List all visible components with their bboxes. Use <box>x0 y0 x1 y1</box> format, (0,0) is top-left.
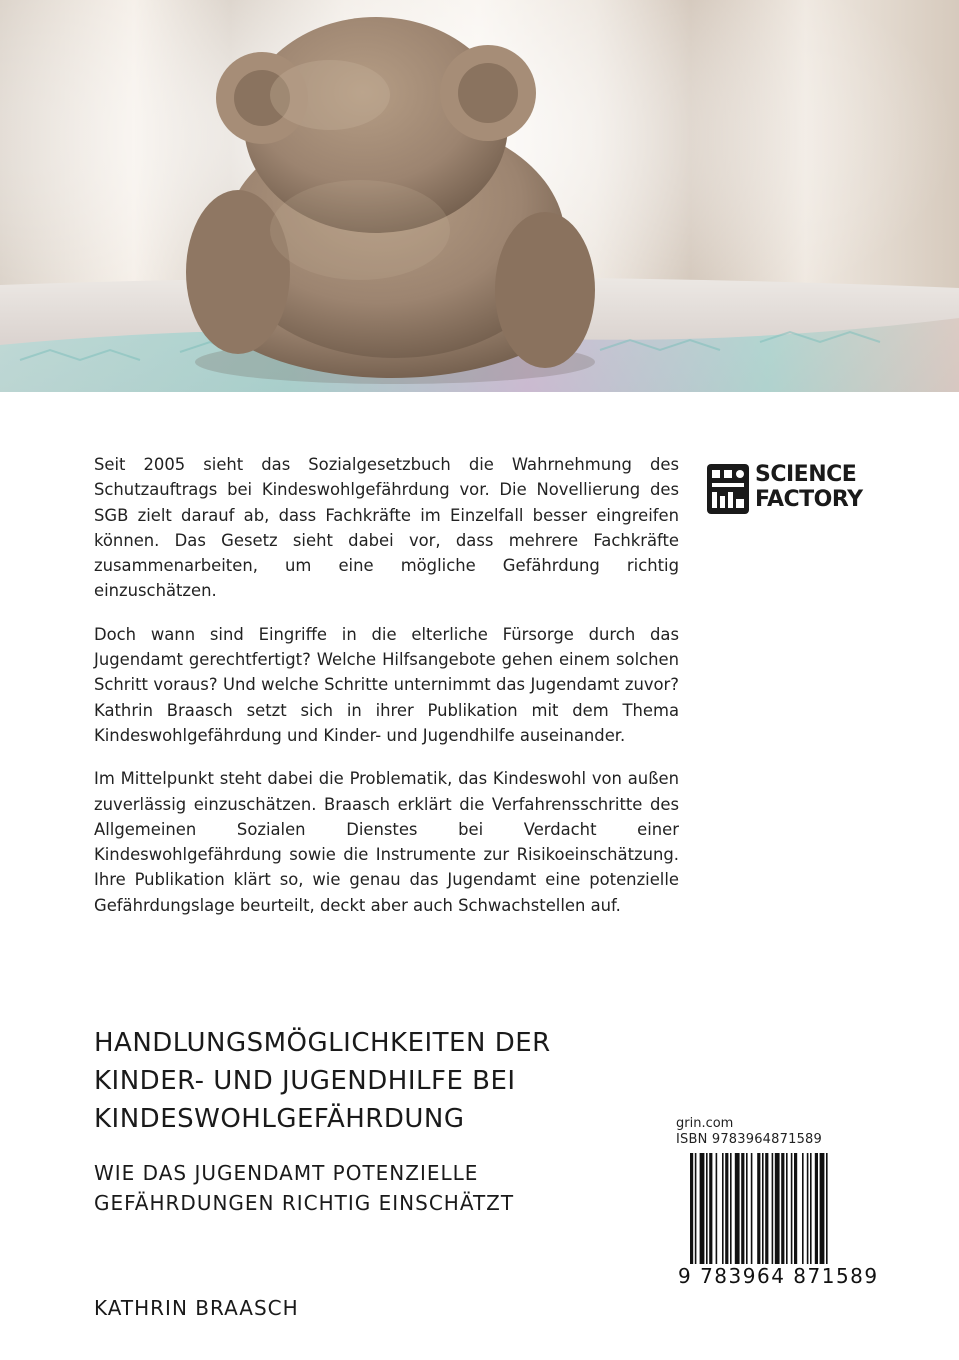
title-line-1: HANDLUNGSMÖGLICHKEITEN DER <box>94 1028 551 1058</box>
cover-photo <box>0 0 959 392</box>
logo-line-1: SCIENCE <box>755 462 857 487</box>
subtitle-line-2: GEFÄHRDUNGEN RICHTIG EINSCHÄTZT <box>94 1191 515 1215</box>
science-factory-logo <box>706 462 866 516</box>
science-factory-logo-icon <box>706 463 750 515</box>
isbn-barcode-block <box>676 1116 906 1286</box>
title-line-3: KINDESWOHLGEFÄHRDUNG <box>94 1104 465 1134</box>
author-name: KATHRIN BRAASCH <box>94 1296 299 1320</box>
isbn-label: ISBN 9783964871589 <box>676 1132 822 1147</box>
logo-line-2: FACTORY <box>755 487 863 512</box>
book-subtitle <box>94 1158 614 1218</box>
publisher-website: grin.com <box>676 1116 734 1131</box>
title-line-2: KINDER- UND JUGENDHILFE BEI <box>94 1066 516 1096</box>
book-title <box>94 1024 654 1138</box>
subtitle-line-1: WIE DAS JUGENDAMT POTENZIELLE <box>94 1161 479 1185</box>
blurb-paragraph-1: Seit 2005 sieht das Sozialgesetzbuch die Wahrnehmung des Schutzauftrags bei Kindeswohlgefährdung vor. Die Novellierung des SGB zielt darauf ab, dass Fachkräfte im Einzelfall besser eingreifen können. Das Gesetz sieht dabei vor, dass mehrere Fachkräfte zusammenarbeiten, um eine mögliche Gefährdung richtig einzuschätzen. <box>94 455 679 601</box>
barcode-icon <box>676 1153 898 1277</box>
blurb-paragraph-3: Im Mittelpunkt steht dabei die Problematik, das Kindeswohl von außen zuverlässig einzuschätzen. Braasch erklärt die Verfahrensschritte des Allgemeinen Sozialen Dienstes bei Verdacht einer Kindeswohlgefährdung sowie die Instrumente zur Risikoeinschätzung. Ihre Publikation klärt so, wie genau das Jugendamt eine potenzielle Gefährdungslage beurteilt, deckt aber auch Schwachstellen auf. <box>94 769 679 915</box>
logo-wordmark <box>755 462 863 512</box>
teddy-bear-illustration <box>0 0 959 392</box>
barcode-digits: 9 783964 871589 <box>678 1264 879 1288</box>
back-cover-blurb <box>94 452 679 936</box>
blurb-paragraph-2: Doch wann sind Eingriffe in die elterliche Fürsorge durch das Jugendamt gerechtfertigt? Welche Hilfsangebote gehen einem solchen Schritt voraus? Und welche Schritte unternimmt das Jugendamt zuvor? Kathrin Braasch setzt sich in ihrer Publikation mit dem Thema Kindeswohlgefährdung und Kinder- und Jugendhilfe auseinander. <box>94 624 679 745</box>
